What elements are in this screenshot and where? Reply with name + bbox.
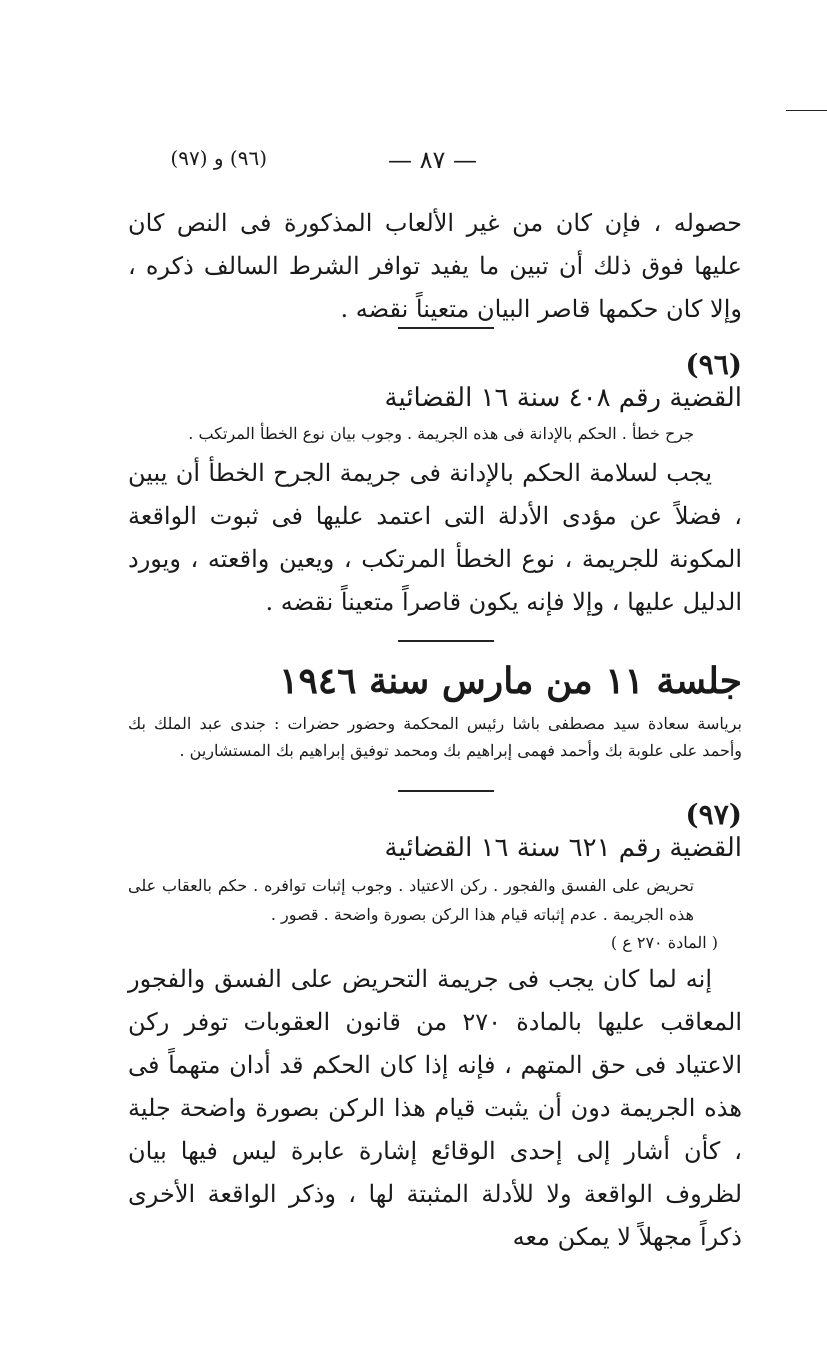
session-title: جلسة ١١ من مارس سنة ١٩٤٦: [279, 660, 742, 702]
divider: [398, 327, 494, 329]
top-paragraph: [128, 202, 742, 331]
divider: [398, 640, 494, 642]
case-body: إنه لما كان يجب فى جريمة التحريض على الفسق والفجور المعاقب عليها بالمادة ٢٧٠ من قانون العقوبات توفر ركن الاعتياد فى حق المتهم ، فإنه إذا كان الحكم قد أدان متهماً فى هذه الجريمة دون أن يثبت قيام هذا الركن بصورة واضحة جلية ، كأن أشار إلى إحدى الوقائع إشارة عابرة ليس فيها بيان لظروف الواقعة ولا للأدلة المثبتة لها ، وذكر الواقعة الأخرى ذكراً مجهلاً لا يمكن معه: [128, 965, 742, 1251]
case-97: [128, 798, 742, 1259]
article-reference: ( المادة ٢٧٠ ع ): [610, 933, 718, 952]
case-title: القضية رقم ٦٢١ سنة ١٦ القضائية: [384, 833, 742, 863]
case-number: (٩٦): [685, 348, 742, 381]
divider: [398, 790, 494, 792]
case-range: (٩٦) و (٩٧): [170, 146, 267, 170]
paragraph-text: حصوله ، فإن كان من غير الألعاب المذكورة فى النص كان عليها فوق ذلك أن تبين ما يفيد توافر الشرط السالف ذكره ، وإلا كان حكمها قاصر البيان متعيناً نقضه .: [128, 209, 742, 323]
margin-line: [786, 110, 827, 111]
case-number: (٩٧): [685, 798, 742, 831]
session-block: [128, 660, 742, 764]
page-header: [140, 138, 707, 178]
case-96: [128, 348, 742, 624]
case-body: يجب لسلامة الحكم بالإدانة فى جريمة الجرح الخطأ أن يبين ، فضلاً عن مؤدى الأدلة التى اعتمد عليها فى ثبوت الواقعة المكونة للجريمة ، نوع الخطأ المرتكب ، ويعين واقعته ، ويورد الدليل عليها ، وإلا فإنه يكون قاصراً متعيناً نقضه .: [128, 459, 743, 616]
page-number: — ٨٧ —: [387, 146, 477, 174]
case-title: القضية رقم ٤٠٨ سنة ١٦ القضائية: [384, 383, 742, 413]
case-summary: تحريض على الفسق والفجور . ركن الاعتياد . وجوب إثبات توافره . حكم بالعقاب على هذه الجريمة . عدم إثباته قيام هذا الركن بصورة واضحة . قصور .: [128, 876, 694, 924]
session-composition: برياسة سعادة سيد مصطفى باشا رئيس المحكمة وحضور حضرات : جندى عبد الملك بك وأحمد على علوبة بك وأحمد فهمى إبراهيم بك ومحمد توفيق إبراهيم بك المستشارين .: [128, 714, 742, 760]
case-summary: جرح خطأ . الحكم بالإدانة فى هذه الجريمة . وجوب بيان نوع الخطأ المرتكب .: [188, 424, 694, 443]
